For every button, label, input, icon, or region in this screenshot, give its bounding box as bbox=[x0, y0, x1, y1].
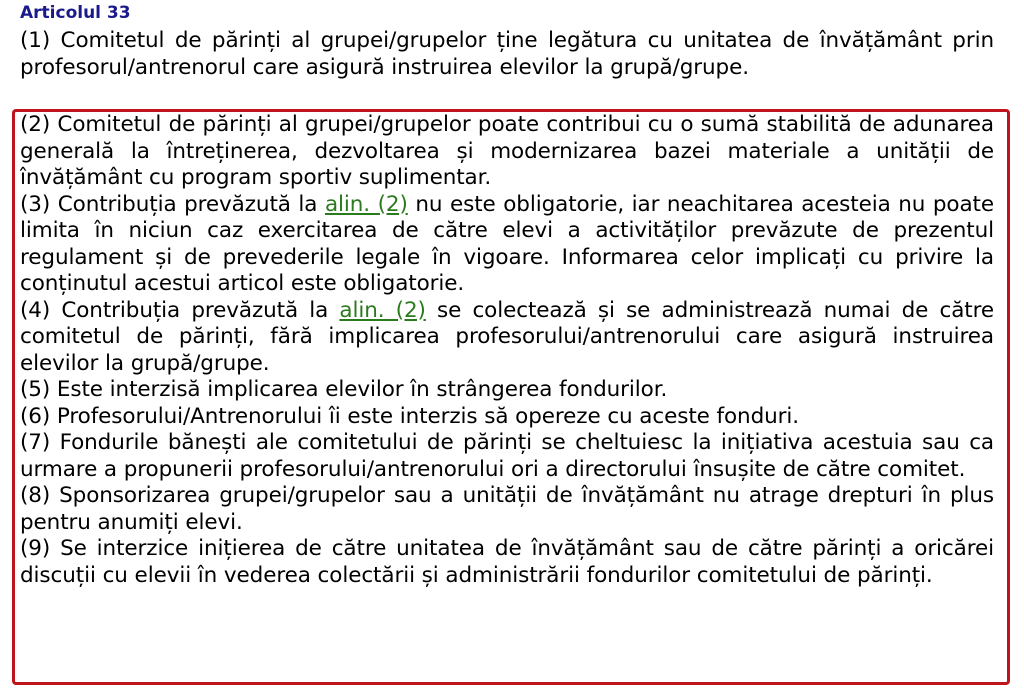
paragraph-9: (9) Se interzice inițierea de către unitatea de învățământ sau de către părinți a oricărei discuții cu elevii în vederea colectării și administrării fondurilor comitetului de părinți. bbox=[20, 536, 994, 588]
paragraph-3 bbox=[20, 192, 994, 298]
paragraph-1: (1) Comitetul de părinți al grupei/grupelor ține legătura cu unitatea de învățământ prin profesorul/antrenorul care asigură instruirea elevilor la grupă/grupe. bbox=[20, 28, 994, 80]
paragraph-7: (7) Fondurile bănești ale comitetului de părinți se cheltuiesc la inițiativa acestuia sau ca urmare a propunerii profesorului/antrenorului ori a directorului însușite de către comitet. bbox=[20, 430, 994, 482]
alin-2-link[interactable]: alin. (2) bbox=[339, 297, 426, 323]
paragraph-3-text-before: (3) Contribuția prevăzută la bbox=[20, 191, 325, 217]
article-title: Articolul 33 bbox=[20, 3, 131, 23]
paragraph-6: (6) Profesorului/Antrenorului îi este interzis să opereze cu aceste fonduri. bbox=[20, 403, 799, 429]
paragraph-5: (5) Este interzisă implicarea elevilor în strângerea fondurilor. bbox=[20, 377, 668, 402]
paragraph-4-text-before: (4) Contribuția prevăzută la bbox=[20, 297, 340, 323]
highlighted-paragraphs bbox=[20, 112, 994, 589]
paragraph-4 bbox=[20, 298, 994, 378]
paragraph-8: (8) Sponsorizarea grupei/grupelor sau a unității de învățământ nu atrage drepturi în plus pentru anumiți elevi. bbox=[20, 483, 994, 535]
paragraph-2: (2) Comitetul de părinți al grupei/grupelor poate contribui cu o sumă stabilită de adunarea generală la întreținerea, dezvoltarea și modernizarea bazei materiale a unității de învățământ cu program sportiv suplimentar. bbox=[20, 112, 994, 190]
alin-2-link[interactable]: alin. (2) bbox=[324, 191, 408, 217]
paragraph-4-text-after: se colectează și se administrează numai de către comitetul de părinți, fără implicarea profesorului/antrenorului care asigură instruirea elevilor la grupă/grupe. bbox=[20, 297, 994, 376]
paragraph-3-text-after: nu este obligatorie, iar neachitarea acesteia nu poate limita în niciun caz exercitarea de către elevi a activităților prevăzute de prezentul regulament și de prevederile legale în vigoare. Informarea celor implicați cu privire la conținutul acestui articol este obligatorie. bbox=[20, 191, 994, 296]
